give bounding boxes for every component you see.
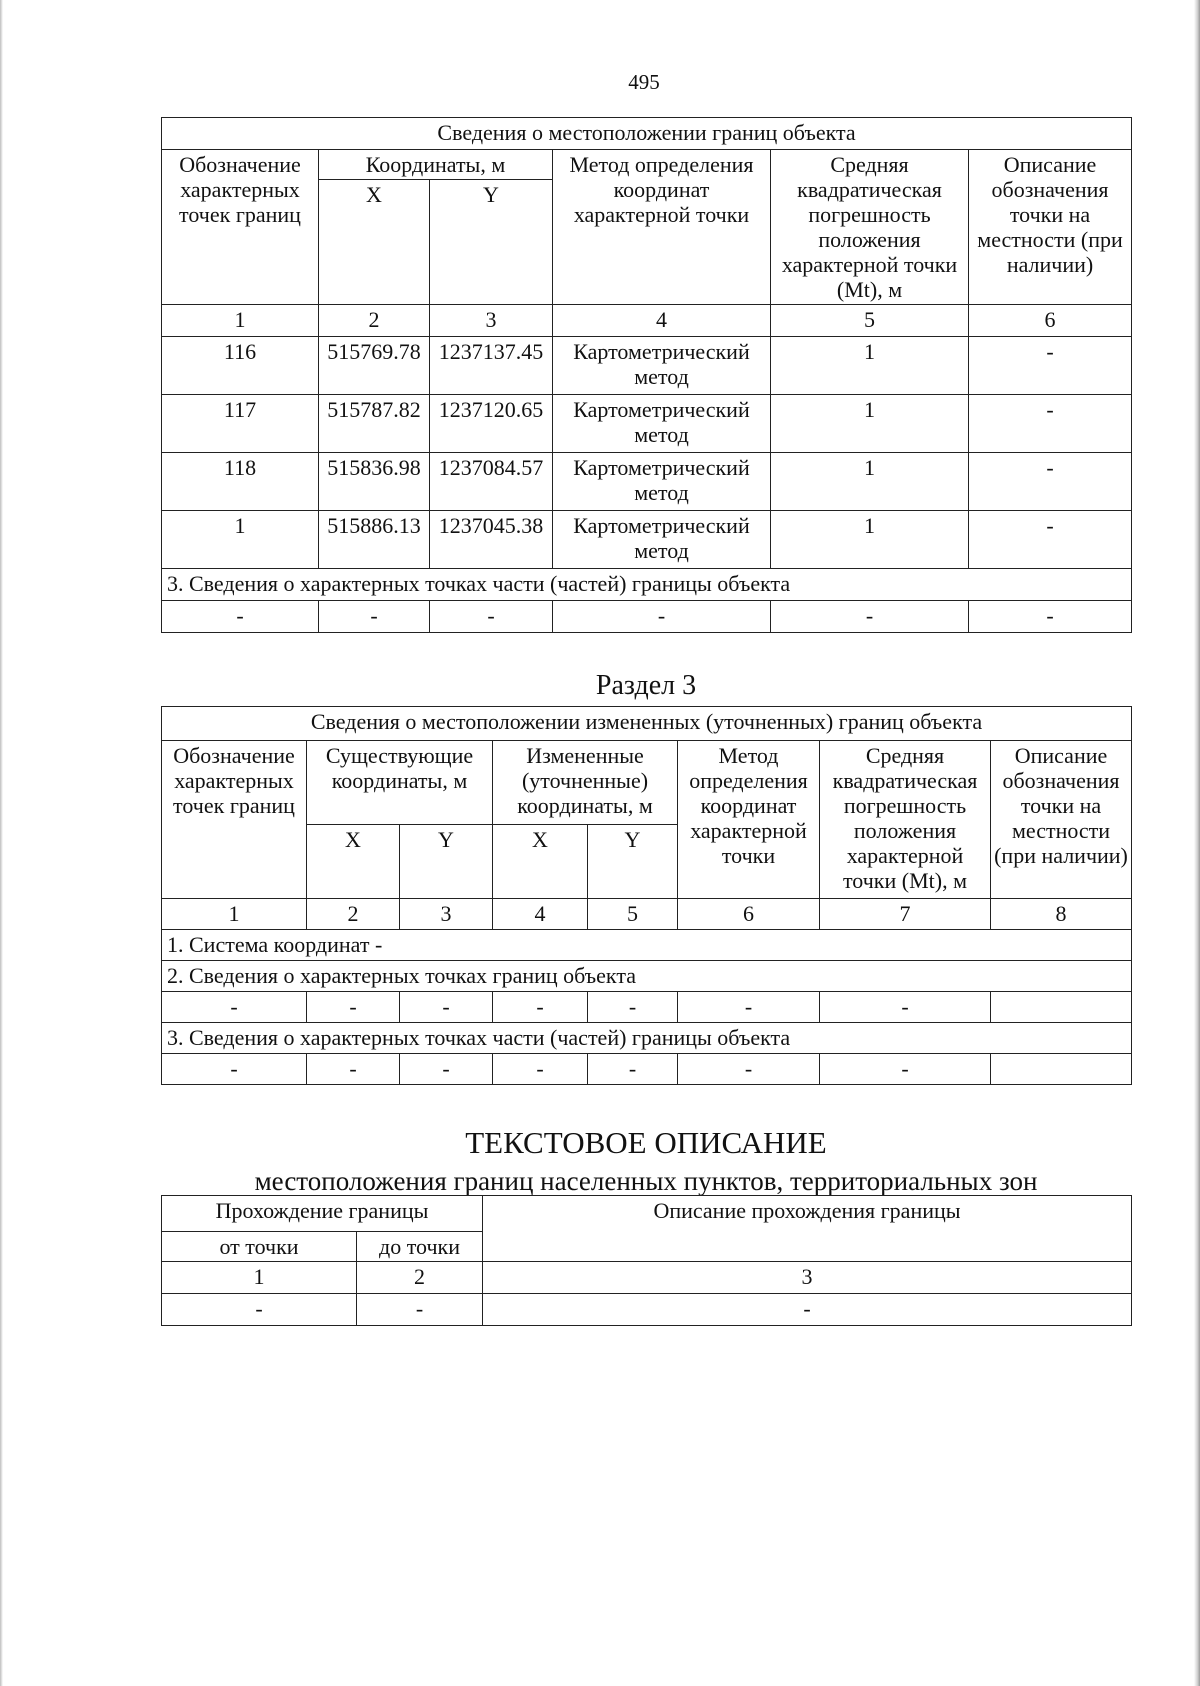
description-cell: -: [969, 453, 1132, 511]
empty-cell: -: [820, 992, 991, 1023]
header-designation: Обозначение характерных точек границ: [162, 150, 319, 305]
header-coordinates: Координаты, м: [319, 150, 553, 180]
y-cell: 1237045.38: [430, 511, 553, 569]
header-from-point: от точки: [162, 1232, 357, 1262]
header-existing-y: Y: [400, 825, 493, 899]
empty-cell: -: [553, 601, 771, 633]
x-cell: 515769.78: [319, 337, 430, 395]
y-cell: 1237084.57: [430, 453, 553, 511]
y-cell: 1237137.45: [430, 337, 553, 395]
description-cell: -: [969, 511, 1132, 569]
description-cell: -: [969, 337, 1132, 395]
empty-cell: -: [430, 601, 553, 633]
page-number: 495: [628, 70, 660, 94]
table-title: Сведения о местоположении измененных (уточненных) границ объекта: [162, 707, 1132, 741]
empty-cell: -: [678, 992, 820, 1023]
column-number: 2: [319, 305, 430, 337]
table-row: [162, 453, 1132, 511]
column-number-row: [162, 305, 1132, 337]
table-title: Сведения о местоположении границ объекта: [162, 118, 1132, 150]
table-row: [162, 1294, 1132, 1326]
empty-cell: -: [162, 601, 319, 633]
method-cell: Картометрический метод: [553, 453, 771, 511]
empty-cell: -: [493, 992, 588, 1023]
column-number: 3: [483, 1262, 1132, 1294]
header-error: Средняя квадратическая погрешность положения характерной точки (Mt), м: [771, 150, 969, 305]
section-label-row: [162, 930, 1132, 961]
empty-cell: -: [483, 1294, 1132, 1326]
header-row: [162, 1196, 1132, 1232]
error-cell: 1: [771, 453, 969, 511]
header-x: X: [319, 180, 430, 305]
header-description: Описание обозначения точки на местности (при наличии): [991, 741, 1132, 899]
empty-cell: -: [307, 992, 400, 1023]
empty-cell: [991, 1054, 1132, 1085]
text-description-subtitle: местоположения границ населенных пунктов, территориальных зон: [254, 1166, 1038, 1196]
table-row: [162, 601, 1132, 633]
header-row: [162, 741, 1132, 825]
point-cell: 118: [162, 453, 319, 511]
header-changed-coordinates: Измененные (уточненные) координаты, м: [493, 741, 678, 825]
method-cell: Картометрический метод: [553, 511, 771, 569]
column-number: 6: [678, 899, 820, 930]
column-number: 3: [400, 899, 493, 930]
column-number: 2: [357, 1262, 483, 1294]
header-description: Описание обозначения точки на местности (при наличии): [969, 150, 1132, 305]
table-row: [162, 992, 1132, 1023]
empty-cell: -: [969, 601, 1132, 633]
empty-cell: -: [357, 1294, 483, 1326]
header-changed-y: Y: [588, 825, 678, 899]
column-number: 1: [162, 899, 307, 930]
scan-edge-left: [0, 0, 3, 1686]
table-row: [162, 395, 1132, 453]
part-section-label: 3. Сведения о характерных точках части (частей) границы объекта: [162, 1023, 1132, 1054]
x-cell: 515836.98: [319, 453, 430, 511]
column-number-row: [162, 899, 1132, 930]
scan-edge-right: [1194, 0, 1200, 1686]
empty-cell: -: [400, 1054, 493, 1085]
method-cell: Картометрический метод: [553, 337, 771, 395]
column-number: 4: [553, 305, 771, 337]
empty-cell: -: [319, 601, 430, 633]
table-row: [162, 511, 1132, 569]
column-number: 5: [588, 899, 678, 930]
x-cell: 515886.13: [319, 511, 430, 569]
empty-cell: -: [162, 992, 307, 1023]
header-passage-description: Описание прохождения границы: [483, 1196, 1132, 1262]
boundary-points-table: [161, 117, 1132, 633]
header-y: Y: [430, 180, 553, 305]
header-row: [162, 150, 1132, 180]
table-row: [162, 337, 1132, 395]
part-section-label: 3. Сведения о характерных точках части (частей) границы объекта: [162, 569, 1132, 601]
empty-cell: -: [771, 601, 969, 633]
empty-cell: [991, 992, 1132, 1023]
section-title: Раздел 3: [595, 670, 697, 701]
y-cell: 1237120.65: [430, 395, 553, 453]
empty-cell: -: [162, 1294, 357, 1326]
description-cell: -: [969, 395, 1132, 453]
table-title-row: [162, 707, 1132, 741]
column-number: 8: [991, 899, 1132, 930]
error-cell: 1: [771, 337, 969, 395]
boundary-points-label: 2. Сведения о характерных точках границ объекта: [162, 961, 1132, 992]
empty-cell: -: [678, 1054, 820, 1085]
x-cell: 515787.82: [319, 395, 430, 453]
column-number: 2: [307, 899, 400, 930]
boundary-description-table: [161, 1195, 1132, 1326]
header-to-point: до точки: [357, 1232, 483, 1262]
column-number: 1: [162, 1262, 357, 1294]
column-number: 6: [969, 305, 1132, 337]
section-label-row: [162, 1023, 1132, 1054]
section-label-row: [162, 961, 1132, 992]
column-number: 3: [430, 305, 553, 337]
empty-cell: -: [588, 992, 678, 1023]
section-label-row: [162, 569, 1132, 601]
empty-cell: -: [162, 1054, 307, 1085]
column-number-row: [162, 1262, 1132, 1294]
table-row: [162, 1054, 1132, 1085]
error-cell: 1: [771, 395, 969, 453]
header-method: Метод определения координат характерной точки: [553, 150, 771, 305]
method-cell: Картометрический метод: [553, 395, 771, 453]
empty-cell: -: [400, 992, 493, 1023]
empty-cell: -: [493, 1054, 588, 1085]
header-error: Средняя квадратическая погрешность положения характерной точки (Mt), м: [820, 741, 991, 899]
point-cell: 117: [162, 395, 319, 453]
header-existing-coordinates: Существующие координаты, м: [307, 741, 493, 825]
empty-cell: -: [588, 1054, 678, 1085]
column-number: 1: [162, 305, 319, 337]
text-description-title: ТЕКСТОВОЕ ОПИСАНИЕ: [465, 1125, 827, 1160]
column-number: 4: [493, 899, 588, 930]
empty-cell: -: [820, 1054, 991, 1085]
table-title-row: [162, 118, 1132, 150]
column-number: 7: [820, 899, 991, 930]
error-cell: 1: [771, 511, 969, 569]
header-existing-x: X: [307, 825, 400, 899]
coordinate-system-label: 1. Система координат -: [162, 930, 1132, 961]
header-designation: Обозначение характерных точек границ: [162, 741, 307, 899]
changed-boundaries-table: [161, 706, 1132, 1085]
column-number: 5: [771, 305, 969, 337]
point-cell: 116: [162, 337, 319, 395]
point-cell: 1: [162, 511, 319, 569]
header-method: Метод определения координат характерной точки: [678, 741, 820, 899]
empty-cell: -: [307, 1054, 400, 1085]
header-changed-x: X: [493, 825, 588, 899]
header-passage: Прохождение границы: [162, 1196, 483, 1232]
